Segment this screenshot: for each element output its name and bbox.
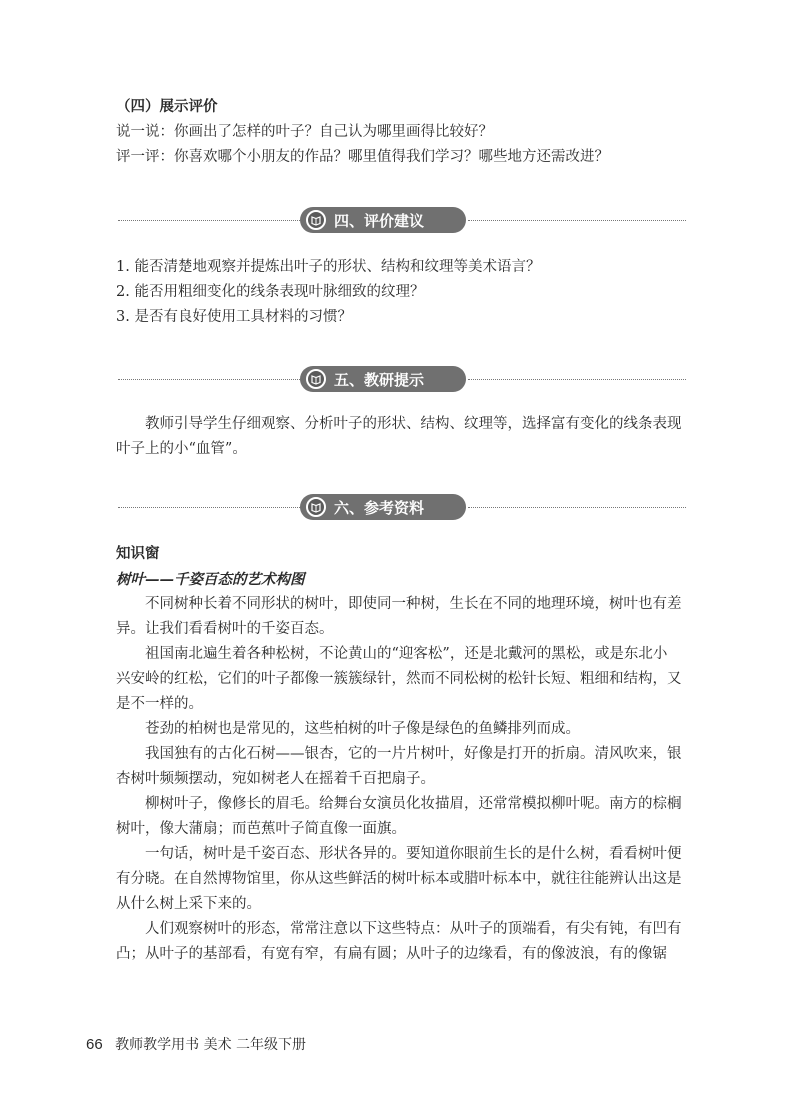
- dotted-rule: [118, 379, 300, 380]
- knowledge-subtitle: 树叶——千姿百态的艺术构图: [116, 571, 305, 588]
- reference-block: [116, 542, 686, 967]
- paragraph-line: 柳树叶子，像修长的眉毛。给舞台女演员化妆描眉，还常常模拟柳叶呢。南方的棕榈: [145, 796, 682, 812]
- display-title: （四）展示评价: [116, 99, 218, 115]
- paragraph-line: 苍劲的柏树也是常见的，这些柏树的叶子像是绿色的鱼鳞排列而成。: [145, 721, 580, 737]
- paragraph-line: 凸；从叶子的基部看，有宽有窄，有扁有圆；从叶子的边缘看，有的像波浪，有的像锯: [116, 946, 667, 962]
- dotted-rule: [468, 507, 686, 508]
- paragraph-line: 不同树种长着不同形状的树叶，即使同一种树，生长在不同的地理环境，树叶也有差: [145, 596, 682, 612]
- display-evaluation-block: [116, 95, 686, 170]
- list-item: 2. 能否用粗细变化的线条表现叶脉细致的纹理？: [116, 284, 425, 300]
- list-item: 3. 是否有良好使用工具材料的习惯？: [116, 309, 352, 325]
- section-pill: [300, 207, 466, 233]
- teaching-line: 叶子上的小“血管”。: [116, 441, 247, 457]
- paragraph-line: 异。让我们看看树叶的千姿百态。: [116, 621, 334, 637]
- book-icon: [306, 497, 326, 517]
- paragraph-line: 兴安岭的红松，它们的叶子都像一簇簇绿针，然而不同松树的松针长短、粗细和结构，又: [116, 671, 682, 687]
- section-pill: [300, 366, 466, 392]
- dotted-rule: [468, 220, 686, 221]
- book-title: 教师教学用书 美术 二年级下册: [115, 1037, 307, 1053]
- dotted-rule: [118, 220, 300, 221]
- section-title: 六、参考资料: [334, 498, 425, 517]
- list-item: 1. 能否清楚地观察并提炼出叶子的形状、结构和纹理等美术语言？: [116, 259, 541, 275]
- section-title: 五、教研提示: [334, 370, 425, 389]
- paragraph-line: 我国独有的古化石树——银杏，它的一片片树叶，好像是打开的折扇。清风吹来，银: [145, 746, 682, 762]
- paragraph-line: 一句话，树叶是千姿百态、形状各异的。要知道你眼前生长的是什么树，看看树叶便: [145, 846, 682, 862]
- dotted-rule: [468, 379, 686, 380]
- display-line: 评一评：你喜欢哪个小朋友的作品？哪里值得我们学习？哪些地方还需改进？: [116, 149, 609, 165]
- dotted-rule: [118, 507, 300, 508]
- section-pill: [300, 494, 466, 520]
- paragraph-line: 祖国南北遍生着各种松树，不论黄山的“迎客松”，还是北戴河的黑松，或是东北小: [145, 646, 668, 662]
- paragraph-line: 杏树叶频频摆动，宛如树老人在摇着千百把扇子。: [116, 771, 435, 787]
- teaching-line: 教师引导学生仔细观察、分析叶子的形状、结构、纹理等，选择富有变化的线条表现: [145, 416, 682, 432]
- section-header-teaching: [118, 364, 686, 394]
- section-header-reference: [118, 492, 686, 522]
- book-icon: [306, 369, 326, 389]
- page-footer: [86, 1034, 306, 1054]
- evaluation-list: [116, 255, 686, 330]
- section-header-evaluation: [118, 205, 686, 235]
- book-icon: [306, 210, 326, 230]
- page-number: 66: [86, 1036, 103, 1053]
- paragraph-line: 是不一样的。: [116, 696, 203, 712]
- display-line: 说一说：你画出了怎样的叶子？自己认为哪里画得比较好？: [116, 124, 493, 140]
- knowledge-window-title: 知识窗: [116, 546, 160, 562]
- paragraph-line: 有分晓。在自然博物馆里，你从这些鲜活的树叶标本或腊叶标本中，就往往能辨认出这是: [116, 871, 682, 887]
- paragraph-line: 从什么树上采下来的。: [116, 896, 261, 912]
- paragraph-line: 人们观察树叶的形态，常常注意以下这些特点：从叶子的顶端看，有尖有钝，有凹有: [145, 921, 682, 937]
- section-title: 四、评价建议: [334, 211, 425, 230]
- paragraph-line: 树叶，像大蒲扇；而芭蕉叶子简直像一面旗。: [116, 821, 406, 837]
- teaching-tips: [116, 412, 686, 462]
